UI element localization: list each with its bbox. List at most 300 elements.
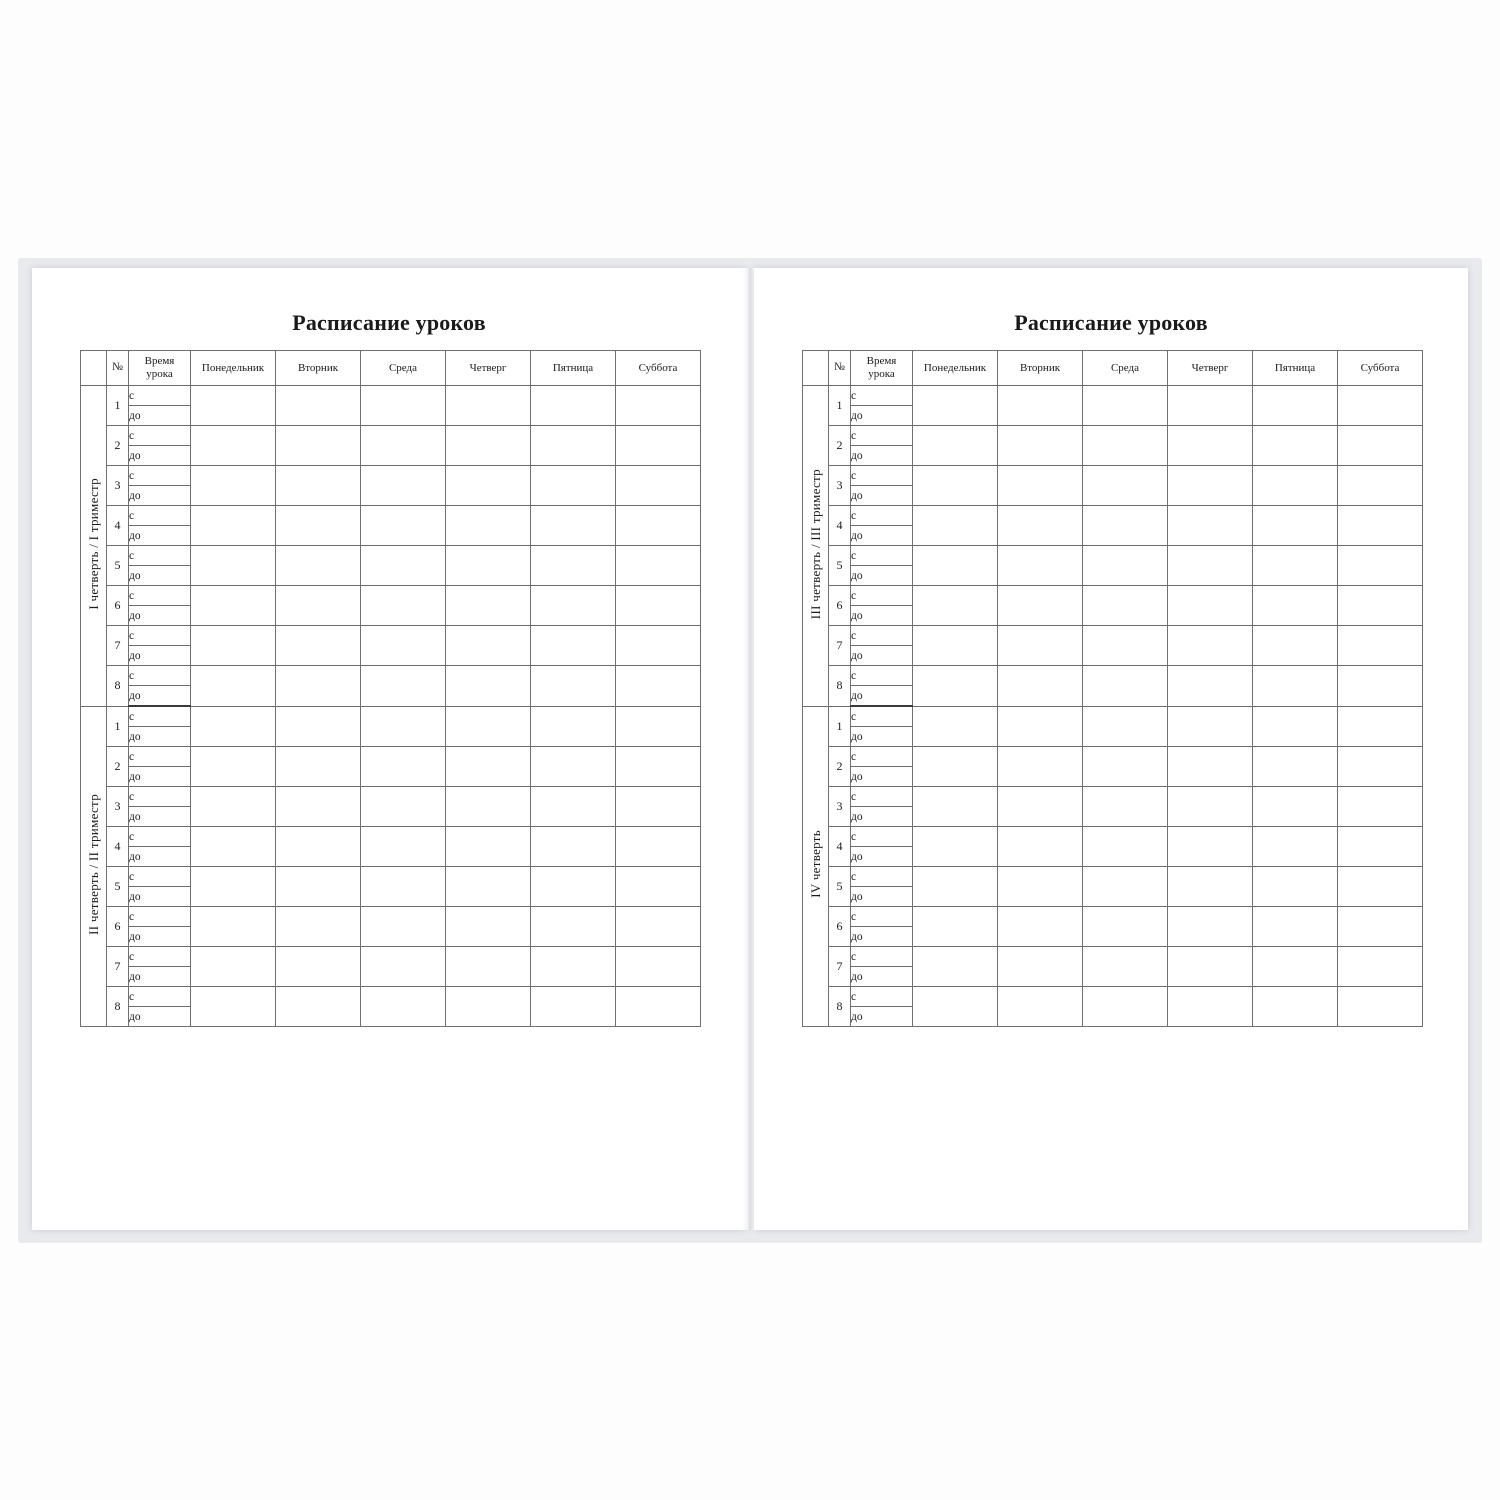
subject-entry-cell[interactable] [446,787,531,827]
subject-entry-cell[interactable] [1168,546,1253,586]
time-from-cell[interactable]: с [851,466,913,486]
subject-entry-cell[interactable] [191,947,276,987]
subject-entry-cell[interactable] [1253,426,1338,466]
subject-entry-cell[interactable] [1083,626,1168,666]
subject-entry-cell[interactable] [913,546,998,586]
subject-entry-cell[interactable] [913,787,998,827]
subject-entry-cell[interactable] [446,867,531,907]
subject-entry-cell[interactable] [616,787,701,827]
subject-entry-cell[interactable] [276,987,361,1027]
subject-entry-cell[interactable] [361,787,446,827]
subject-entry-cell[interactable] [191,626,276,666]
header-day-tuesday: Вторник [998,351,1083,386]
time-from-cell[interactable]: с [129,867,191,887]
lesson-number-cell: 4 [107,506,129,546]
subject-entry-cell[interactable] [191,666,276,707]
subject-entry-cell[interactable] [191,867,276,907]
header-day-thursday: Четверг [1168,351,1253,386]
time-from-cell[interactable]: с [129,947,191,967]
subject-entry-cell[interactable] [1338,426,1423,466]
term-side-label [803,706,829,1027]
term-side-label-text: IV четверть [807,830,823,899]
subject-entry-cell[interactable] [616,747,701,787]
subject-entry-cell[interactable] [1083,827,1168,867]
subject-entry-cell[interactable] [998,907,1083,947]
subject-entry-cell[interactable] [998,947,1083,987]
subject-entry-cell[interactable] [913,827,998,867]
subject-entry-cell[interactable] [913,867,998,907]
time-to-cell[interactable]: до [129,646,191,666]
subject-entry-cell[interactable] [531,386,616,426]
schedule-row [81,827,701,847]
subject-entry-cell[interactable] [998,867,1083,907]
subject-entry-cell[interactable] [913,706,998,747]
subject-entry-cell[interactable] [1168,987,1253,1027]
subject-entry-cell[interactable] [616,626,701,666]
time-from-cell[interactable]: с [129,706,191,727]
subject-entry-cell[interactable] [1338,867,1423,907]
time-from-cell[interactable]: с [129,626,191,646]
time-to-cell[interactable]: до [129,727,191,747]
subject-entry-cell[interactable] [1253,787,1338,827]
subject-entry-cell[interactable] [913,386,998,426]
subject-entry-cell[interactable] [1338,747,1423,787]
time-to-cell[interactable]: до [851,686,913,707]
time-from-cell[interactable]: с [851,987,913,1007]
subject-entry-cell[interactable] [531,747,616,787]
header-day-saturday: Суббота [616,351,701,386]
subject-entry-cell[interactable] [1168,426,1253,466]
lesson-number-cell: 4 [107,827,129,867]
subject-entry-cell[interactable] [191,987,276,1027]
subject-entry-cell[interactable] [616,506,701,546]
subject-entry-cell[interactable] [361,586,446,626]
lesson-number-cell: 5 [107,867,129,907]
subject-entry-cell[interactable] [616,426,701,466]
table-header-row [803,351,1423,386]
subject-entry-cell[interactable] [616,666,701,707]
subject-entry-cell[interactable] [913,426,998,466]
subject-entry-cell[interactable] [1253,466,1338,506]
subject-entry-cell[interactable] [913,666,998,707]
subject-entry-cell[interactable] [446,907,531,947]
subject-entry-cell[interactable] [1338,666,1423,707]
subject-entry-cell[interactable] [1083,907,1168,947]
header-lesson-time-line1: Время [144,355,175,368]
subject-entry-cell[interactable] [1168,626,1253,666]
time-from-cell[interactable]: с [851,426,913,446]
subject-entry-cell[interactable] [1253,666,1338,707]
subject-entry-cell[interactable] [531,706,616,747]
subject-entry-cell[interactable] [191,706,276,747]
schedule-row [803,706,1423,727]
time-to-cell[interactable]: до [129,887,191,907]
schedule-table-right [802,350,1422,1027]
subject-entry-cell[interactable] [446,386,531,426]
subject-entry-cell[interactable] [276,666,361,707]
subject-entry-cell[interactable] [616,586,701,626]
subject-entry-cell[interactable] [1083,466,1168,506]
header-day-friday: Пятница [1253,351,1338,386]
subject-entry-cell[interactable] [1168,907,1253,947]
time-to-cell[interactable]: до [129,486,191,506]
subject-entry-cell[interactable] [276,426,361,466]
subject-entry-cell[interactable] [446,546,531,586]
time-to-cell[interactable]: до [129,767,191,787]
time-from-cell[interactable]: с [851,907,913,927]
subject-entry-cell[interactable] [1083,386,1168,426]
subject-entry-cell[interactable] [276,506,361,546]
subject-entry-cell[interactable] [191,546,276,586]
subject-entry-cell[interactable] [361,666,446,707]
subject-entry-cell[interactable] [998,546,1083,586]
header-lesson-time-line2: урока [868,368,895,380]
right-page [754,268,1468,1230]
subject-entry-cell[interactable] [1253,626,1338,666]
time-from-cell[interactable]: с [129,506,191,526]
subject-entry-cell[interactable] [191,787,276,827]
schedule-row [81,706,701,727]
subject-entry-cell[interactable] [616,907,701,947]
subject-entry-cell[interactable] [1083,426,1168,466]
schedule-body-right [803,386,1423,1027]
subject-entry-cell[interactable] [1168,867,1253,907]
subject-entry-cell[interactable] [191,747,276,787]
subject-entry-cell[interactable] [998,666,1083,707]
subject-entry-cell[interactable] [191,586,276,626]
subject-entry-cell[interactable] [1338,386,1423,426]
subject-entry-cell[interactable] [276,867,361,907]
subject-entry-cell[interactable] [998,987,1083,1027]
subject-entry-cell[interactable] [616,386,701,426]
subject-entry-cell[interactable] [361,626,446,666]
subject-entry-cell[interactable] [276,386,361,426]
subject-entry-cell[interactable] [1083,787,1168,827]
subject-entry-cell[interactable] [1168,466,1253,506]
subject-entry-cell[interactable] [446,586,531,626]
time-to-cell[interactable]: до [851,606,913,626]
subject-entry-cell[interactable] [361,827,446,867]
subject-entry-cell[interactable] [446,466,531,506]
time-to-cell[interactable]: до [129,446,191,466]
time-to-cell[interactable]: до [851,526,913,546]
subject-entry-cell[interactable] [616,706,701,747]
subject-entry-cell[interactable] [276,827,361,867]
subject-entry-cell[interactable] [616,546,701,586]
time-from-cell[interactable]: с [851,586,913,606]
subject-entry-cell[interactable] [998,386,1083,426]
subject-entry-cell[interactable] [361,426,446,466]
subject-entry-cell[interactable] [998,747,1083,787]
subject-entry-cell[interactable] [1168,586,1253,626]
subject-entry-cell[interactable] [276,706,361,747]
subject-entry-cell[interactable] [1083,546,1168,586]
subject-entry-cell[interactable] [531,666,616,707]
time-to-cell[interactable]: до [851,967,913,987]
subject-entry-cell[interactable] [1168,747,1253,787]
subject-entry-cell[interactable] [361,987,446,1027]
subject-entry-cell[interactable] [446,666,531,707]
subject-entry-cell[interactable] [276,747,361,787]
time-from-cell[interactable]: с [851,867,913,887]
subject-entry-cell[interactable] [998,626,1083,666]
subject-entry-cell[interactable] [1168,706,1253,747]
time-from-cell[interactable]: с [129,466,191,486]
subject-entry-cell[interactable] [1168,827,1253,867]
subject-entry-cell[interactable] [1338,907,1423,947]
subject-entry-cell[interactable] [1253,907,1338,947]
subject-entry-cell[interactable] [276,907,361,947]
subject-entry-cell[interactable] [1253,867,1338,907]
time-to-cell[interactable]: до [129,1007,191,1027]
time-to-cell[interactable]: до [851,847,913,867]
subject-entry-cell[interactable] [361,386,446,426]
subject-entry-cell[interactable] [276,466,361,506]
subject-entry-cell[interactable] [361,867,446,907]
lesson-number-cell: 2 [829,426,851,466]
subject-entry-cell[interactable] [913,466,998,506]
subject-entry-cell[interactable] [276,787,361,827]
subject-entry-cell[interactable] [913,987,998,1027]
subject-entry-cell[interactable] [616,987,701,1027]
subject-entry-cell[interactable] [1253,546,1338,586]
subject-entry-cell[interactable] [1168,506,1253,546]
subject-entry-cell[interactable] [276,586,361,626]
time-to-cell[interactable]: до [851,1007,913,1027]
subject-entry-cell[interactable] [446,426,531,466]
subject-entry-cell[interactable] [1338,947,1423,987]
header-day-wednesday: Среда [361,351,446,386]
subject-entry-cell[interactable] [531,546,616,586]
time-from-cell[interactable]: с [851,666,913,686]
subject-entry-cell[interactable] [1253,947,1338,987]
subject-entry-cell[interactable] [531,987,616,1027]
subject-entry-cell[interactable] [1338,466,1423,506]
time-to-cell[interactable]: до [129,526,191,546]
term-side-label-text: III четверть / III триместр [807,468,823,619]
time-from-cell[interactable]: с [851,747,913,767]
lesson-number-cell: 4 [829,827,851,867]
subject-entry-cell[interactable] [913,747,998,787]
subject-entry-cell[interactable] [531,947,616,987]
schedule-row [803,827,1423,847]
lesson-number-cell: 6 [829,586,851,626]
time-to-cell[interactable]: до [851,446,913,466]
subject-entry-cell[interactable] [361,466,446,506]
subject-entry-cell[interactable] [1083,947,1168,987]
time-from-cell[interactable]: с [851,947,913,967]
time-to-cell[interactable]: до [851,927,913,947]
subject-entry-cell[interactable] [1083,747,1168,787]
schedule-row [81,386,701,406]
subject-entry-cell[interactable] [361,947,446,987]
subject-entry-cell[interactable] [1168,787,1253,827]
subject-entry-cell[interactable] [191,466,276,506]
subject-entry-cell[interactable] [361,747,446,787]
time-from-cell[interactable]: с [851,827,913,847]
lesson-number-cell: 2 [107,426,129,466]
subject-entry-cell[interactable] [531,506,616,546]
subject-entry-cell[interactable] [998,506,1083,546]
subject-entry-cell[interactable] [913,626,998,666]
subject-entry-cell[interactable] [913,506,998,546]
subject-entry-cell[interactable] [531,426,616,466]
time-from-cell[interactable]: с [851,546,913,566]
subject-entry-cell[interactable] [276,947,361,987]
time-to-cell[interactable]: до [129,566,191,586]
subject-entry-cell[interactable] [616,466,701,506]
subject-entry-cell[interactable] [531,466,616,506]
subject-entry-cell[interactable] [1168,386,1253,426]
subject-entry-cell[interactable] [276,546,361,586]
time-to-cell[interactable]: до [851,767,913,787]
time-from-cell[interactable]: с [129,546,191,566]
subject-entry-cell[interactable] [191,506,276,546]
time-from-cell[interactable]: с [129,386,191,406]
subject-entry-cell[interactable] [616,947,701,987]
subject-entry-cell[interactable] [1083,586,1168,626]
lesson-number-cell: 5 [107,546,129,586]
term-side-label [803,386,829,707]
lesson-number-cell: 8 [107,987,129,1027]
time-from-cell[interactable]: с [851,626,913,646]
term-side-label-text: I четверть / I триместр [85,477,101,610]
subject-entry-cell[interactable] [361,907,446,947]
subject-entry-cell[interactable] [1083,867,1168,907]
subject-entry-cell[interactable] [531,907,616,947]
header-number: № [829,351,851,386]
time-from-cell[interactable]: с [851,506,913,526]
time-from-cell[interactable]: с [851,787,913,807]
subject-entry-cell[interactable] [998,466,1083,506]
subject-entry-cell[interactable] [913,947,998,987]
subject-entry-cell[interactable] [1338,506,1423,546]
subject-entry-cell[interactable] [531,787,616,827]
subject-entry-cell[interactable] [276,626,361,666]
schedule-table [80,350,701,1027]
subject-entry-cell[interactable] [1083,666,1168,707]
page-title-right: Расписание уроков [1014,310,1208,335]
time-to-cell[interactable]: до [851,727,913,747]
time-from-cell[interactable]: с [851,706,913,727]
header-day-saturday: Суббота [1338,351,1423,386]
subject-entry-cell[interactable] [1168,666,1253,707]
page-title-left: Расписание уроков [292,310,486,335]
subject-entry-cell[interactable] [446,747,531,787]
subject-entry-cell[interactable] [998,827,1083,867]
time-from-cell[interactable]: с [129,987,191,1007]
subject-entry-cell[interactable] [446,506,531,546]
subject-entry-cell[interactable] [191,827,276,867]
subject-entry-cell[interactable] [998,586,1083,626]
time-from-cell[interactable]: с [129,747,191,767]
subject-entry-cell[interactable] [1253,827,1338,867]
time-from-cell[interactable]: с [129,426,191,446]
subject-entry-cell[interactable] [1338,987,1423,1027]
subject-entry-cell[interactable] [1083,987,1168,1027]
schedule-body-left [81,386,701,1027]
subject-entry-cell[interactable] [361,706,446,747]
subject-entry-cell[interactable] [913,586,998,626]
subject-entry-cell[interactable] [191,386,276,426]
header-number: № [107,351,129,386]
subject-entry-cell[interactable] [531,867,616,907]
lesson-number-cell: 3 [107,787,129,827]
time-to-cell[interactable]: до [851,486,913,506]
subject-entry-cell[interactable] [1083,706,1168,747]
subject-entry-cell[interactable] [1253,506,1338,546]
time-from-cell[interactable]: с [129,907,191,927]
subject-entry-cell[interactable] [998,426,1083,466]
subject-entry-cell[interactable] [531,827,616,867]
time-to-cell[interactable]: до [129,847,191,867]
schedule-row [81,787,701,807]
subject-entry-cell[interactable] [446,987,531,1027]
subject-entry-cell[interactable] [1338,626,1423,666]
schedule-row [81,666,701,686]
subject-entry-cell[interactable] [1253,987,1338,1027]
subject-entry-cell[interactable] [1253,586,1338,626]
time-to-cell[interactable]: до [851,406,913,426]
subject-entry-cell[interactable] [998,787,1083,827]
time-to-cell[interactable]: до [851,887,913,907]
header-lesson-time [851,351,913,386]
time-to-cell[interactable]: до [129,606,191,626]
time-to-cell[interactable]: до [129,686,191,707]
subject-entry-cell[interactable] [446,626,531,666]
subject-entry-cell[interactable] [616,827,701,867]
subject-entry-cell[interactable] [446,706,531,747]
subject-entry-cell[interactable] [191,907,276,947]
subject-entry-cell[interactable] [1253,386,1338,426]
time-to-cell[interactable]: до [851,566,913,586]
time-from-cell[interactable]: с [129,666,191,686]
time-to-cell[interactable]: до [851,646,913,666]
schedule-table [802,350,1423,1027]
subject-entry-cell[interactable] [1338,546,1423,586]
time-from-cell[interactable]: с [129,586,191,606]
subject-entry-cell[interactable] [1168,947,1253,987]
subject-entry-cell[interactable] [1253,706,1338,747]
subject-entry-cell[interactable] [446,827,531,867]
time-from-cell[interactable]: с [851,386,913,406]
subject-entry-cell[interactable] [191,426,276,466]
subject-entry-cell[interactable] [531,586,616,626]
time-to-cell[interactable]: до [129,967,191,987]
subject-entry-cell[interactable] [913,907,998,947]
subject-entry-cell[interactable] [616,867,701,907]
subject-entry-cell[interactable] [361,506,446,546]
time-to-cell[interactable]: до [129,927,191,947]
subject-entry-cell[interactable] [1083,506,1168,546]
subject-entry-cell[interactable] [1338,706,1423,747]
subject-entry-cell[interactable] [1338,827,1423,867]
header-lesson-time-line2: урока [146,368,173,380]
time-from-cell[interactable]: с [129,787,191,807]
time-to-cell[interactable]: до [129,807,191,827]
subject-entry-cell[interactable] [1338,787,1423,827]
header-day-monday: Понедельник [191,351,276,386]
subject-entry-cell[interactable] [446,947,531,987]
subject-entry-cell[interactable] [361,546,446,586]
time-to-cell[interactable]: до [851,807,913,827]
subject-entry-cell[interactable] [1253,747,1338,787]
subject-entry-cell[interactable] [998,706,1083,747]
subject-entry-cell[interactable] [1338,586,1423,626]
subject-entry-cell[interactable] [531,626,616,666]
time-from-cell[interactable]: с [129,827,191,847]
time-to-cell[interactable]: до [129,406,191,426]
